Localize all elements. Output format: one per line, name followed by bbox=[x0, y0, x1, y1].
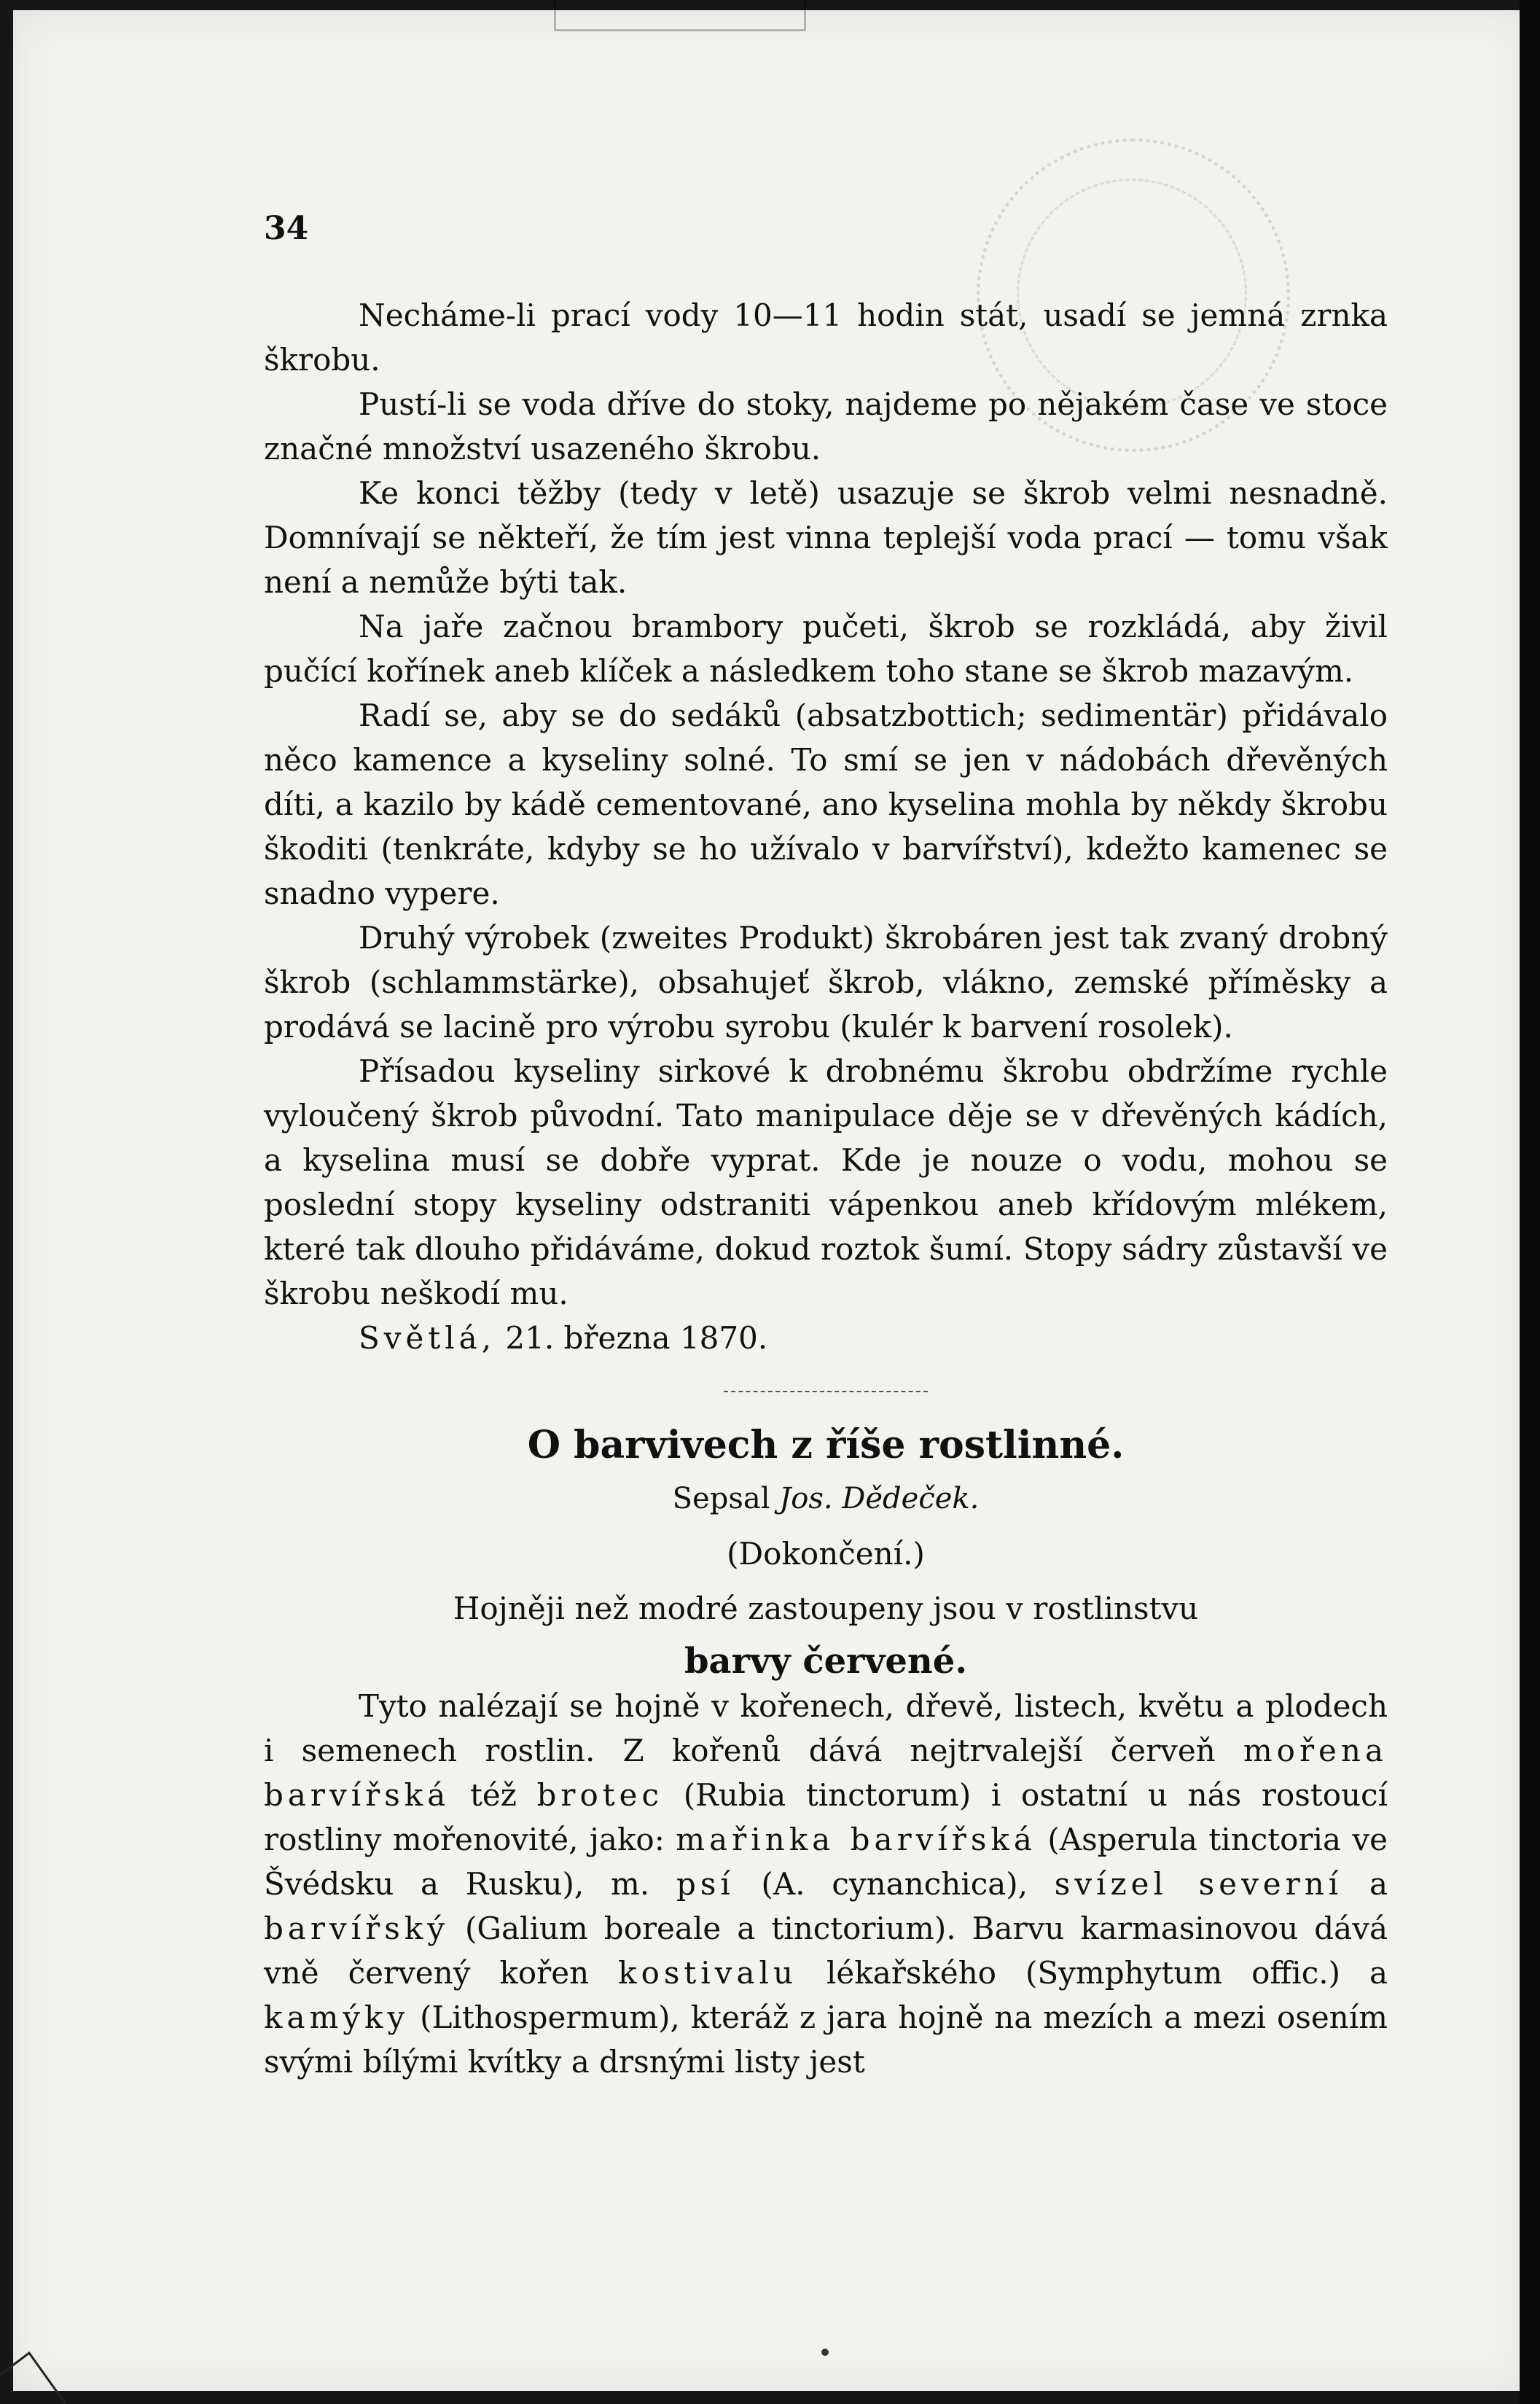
paragraph: Druhý výrobek (zweites Produkt) škrobáren jest tak zvaný drobný škrob (schlammstärke), obsahujeť škrob, vlákno, zemské příměsky a prodává se lacině pro výrobu syrobu (kulér k barvení rosolek). bbox=[264, 920, 1388, 1045]
body-text: (Rubia tinctorum) i ostatní u nás rostoucí rostliny mořenovité, jako: bbox=[264, 1777, 1388, 1857]
continued-label: (Dokončení.) bbox=[727, 1536, 925, 1572]
dateline bbox=[264, 1316, 1388, 1360]
intro-line: Hojněji než modré zastoupeny jsou v rostlinstvu bbox=[453, 1591, 1199, 1626]
paragraph: Přísadou kyseliny sirkové k drobnému škrobu obdržíme rychle vyloučený škrob původní. Tato manipulace děje se v dřevěných kádích, a kyselina musí se dobře vyprat. Kde je nouze o vodu, mohou se poslední stopy kyseliny odstraniti vápenkou aneb křídovým mlékem, které tak dlouho přidáváme, dokud roztok šumí. Stopy sádry zůstavší ve škrobu neškodí mu. bbox=[264, 1053, 1388, 1311]
plant-name: mařinka barvířská bbox=[676, 1822, 1036, 1857]
page-number: 34 bbox=[264, 210, 309, 247]
body-text: (Lithospermum), kteráž z jara hojně na mezích a mezi osením svými bílými kvítky a drsnými listy jest bbox=[264, 1999, 1388, 2080]
body-text: lékařského (Symphytum offic.) a bbox=[797, 1955, 1388, 1991]
paragraph: Necháme-li prací vody 10—11 hodin stát, usadí se jemná zrnka škrobu. bbox=[264, 297, 1388, 378]
paragraph: Pustí-li se voda dříve do stoky, najdeme po nějakém čase ve stoce značné množství usazeného škrobu. bbox=[264, 386, 1388, 467]
plant-name: kamýky bbox=[264, 1999, 410, 2035]
body-text: též bbox=[450, 1777, 537, 1813]
paragraph: Ke konci těžby (tedy v letě) usazuje se škrob velmi nesnadně. Domnívají se někteří, že tím jest vinna teplejší voda prací — tomu však není a nemůže býti tak. bbox=[264, 475, 1388, 600]
section-subheading: barvy červené. bbox=[684, 1641, 968, 1682]
body-text: (Asperula tinctoria ve Švédsku a Rusku), m. bbox=[264, 1822, 1388, 1902]
plant-name: barvířský bbox=[264, 1911, 449, 1946]
body-text: (A. cynanchica), bbox=[734, 1866, 1055, 1902]
plant-name: svízel severní bbox=[1054, 1866, 1343, 1902]
paragraph: Radí se, aby se do sedáků (absatzbottich; sedimentär) přidávalo něco kamence a kyseliny solné. To smí se jen v nádobách dřevěných díti, a kazilo by kádě cementované, ano kyselina mohla by někdy škrobu škoditi (tenkráte, kdyby se ho užívalo v barvířství), kdežto kamenec se snadno vypere. bbox=[264, 698, 1388, 911]
page-text bbox=[264, 211, 1388, 2084]
article-title: O barvivech z říše rostlinné. bbox=[527, 1423, 1125, 1467]
body-text: (Galium boreale a tinctorium). Barvu karmasinovou dává vně červený kořen bbox=[264, 1911, 1388, 1991]
section-divider bbox=[724, 1391, 928, 1392]
dateline-date: 21. března 1870. bbox=[496, 1320, 768, 1356]
dateline-place: Světlá, bbox=[359, 1320, 496, 1356]
plant-name: brotec bbox=[536, 1777, 664, 1813]
paragraph: Na jaře začnou brambory pučeti, škrob se rozkládá, aby živil pučící kořínek aneb klíček a následkem toho stane se škrob mazavým. bbox=[264, 609, 1388, 689]
top-section bbox=[264, 211, 1388, 1360]
article-body bbox=[264, 1684, 1388, 2084]
film-edge bbox=[1520, 0, 1540, 2404]
body-text: Tyto nalézají se hojně v kořenech, dřevě, listech, květu a plodech i semenech rostlin. Z kořenů dává nejtrvalejší červeň bbox=[264, 1688, 1388, 1768]
plant-name: psí bbox=[676, 1866, 735, 1902]
plant-name: kostivalu bbox=[618, 1955, 797, 1991]
plant-name: mořena barvířská bbox=[264, 1733, 1388, 1813]
film-frame-mark bbox=[554, 0, 806, 31]
footer-dot bbox=[821, 2349, 829, 2356]
byline-prefix: Sepsal bbox=[672, 1482, 780, 1515]
author-name: Jos. Dědeček. bbox=[779, 1482, 980, 1515]
byline bbox=[264, 1477, 1388, 1521]
corner-fold-mark bbox=[0, 2331, 109, 2404]
body-text: a bbox=[1342, 1866, 1388, 1902]
